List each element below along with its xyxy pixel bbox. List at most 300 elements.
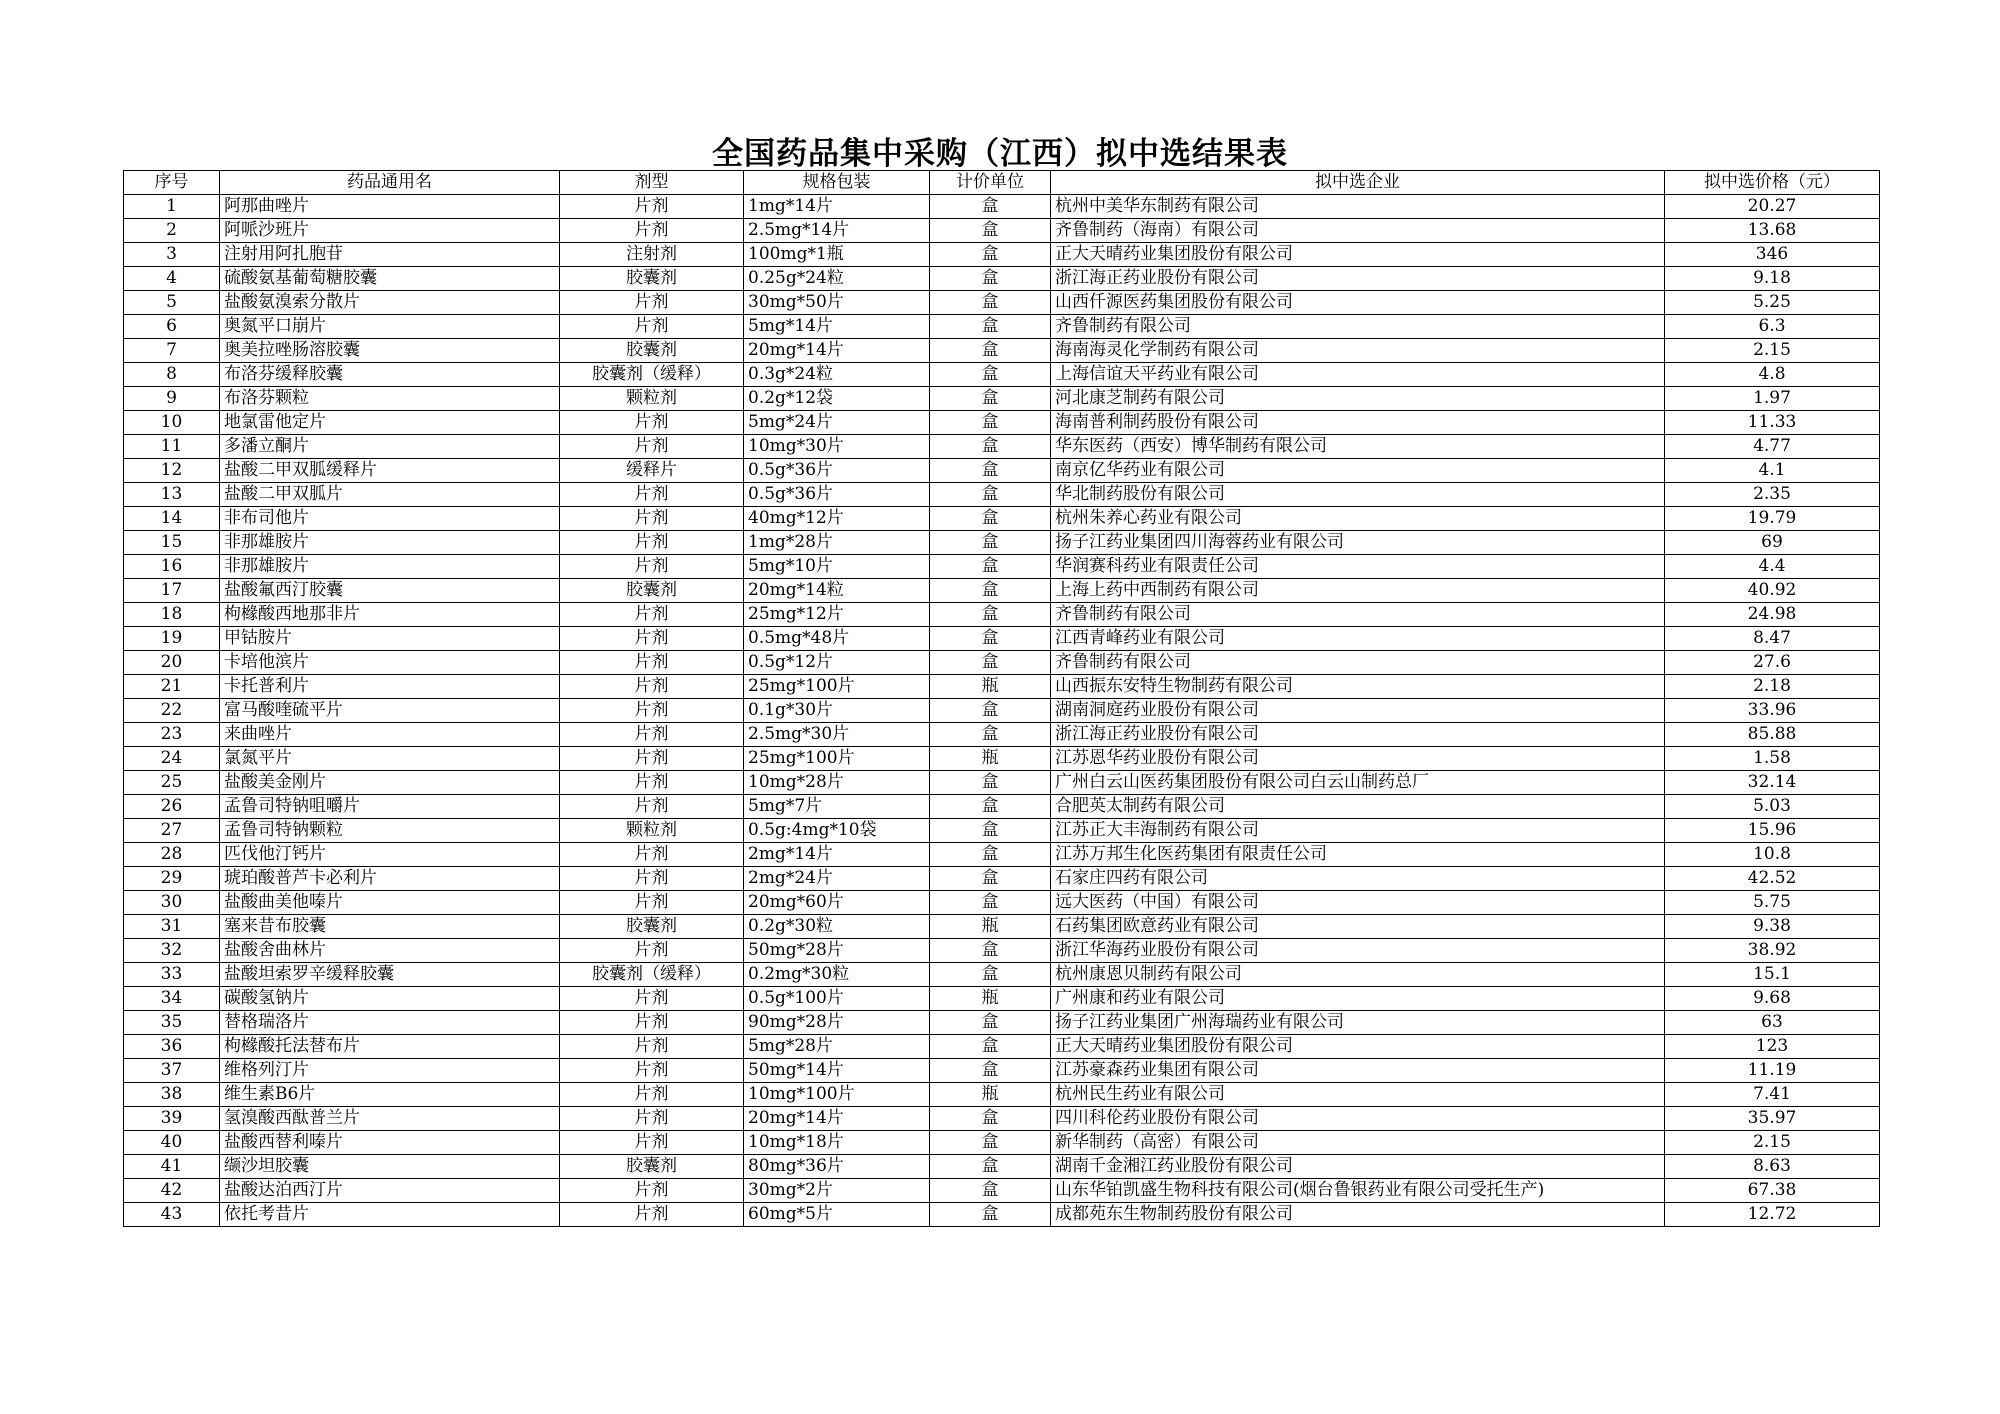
cell-drug-name: 盐酸曲美他嗪片: [220, 891, 560, 915]
header-row: [124, 171, 1880, 195]
cell-company: 正大天晴药业集团股份有限公司: [1051, 1035, 1665, 1059]
cell-company: 江苏正大丰海制药有限公司: [1051, 819, 1665, 843]
cell-index: 18: [124, 603, 220, 627]
cell-unit: 盒: [930, 1059, 1051, 1083]
table-row: [124, 939, 1880, 963]
cell-spec: 1mg*14片: [744, 195, 930, 219]
cell-price: 9.68: [1665, 987, 1880, 1011]
cell-dosage-form: 片剂: [560, 1083, 744, 1107]
cell-drug-name: 枸橼酸西地那非片: [220, 603, 560, 627]
cell-unit: 盒: [930, 507, 1051, 531]
cell-dosage-form: 片剂: [560, 771, 744, 795]
cell-index: 37: [124, 1059, 220, 1083]
cell-spec: 1mg*28片: [744, 531, 930, 555]
cell-drug-name: 非布司他片: [220, 507, 560, 531]
cell-drug-name: 注射用阿扎胞苷: [220, 243, 560, 267]
cell-company: 山西振东安特生物制药有限公司: [1051, 675, 1665, 699]
cell-index: 41: [124, 1155, 220, 1179]
cell-index: 43: [124, 1203, 220, 1227]
cell-company: 河北康芝制药有限公司: [1051, 387, 1665, 411]
cell-company: 扬子江药业集团四川海蓉药业有限公司: [1051, 531, 1665, 555]
cell-index: 13: [124, 483, 220, 507]
table-row: [124, 243, 1880, 267]
table-row: [124, 1011, 1880, 1035]
cell-price: 42.52: [1665, 867, 1880, 891]
cell-drug-name: 氯氮平片: [220, 747, 560, 771]
cell-spec: 5mg*24片: [744, 411, 930, 435]
cell-drug-name: 富马酸喹硫平片: [220, 699, 560, 723]
table-row: [124, 363, 1880, 387]
cell-drug-name: 硫酸氨基葡萄糖胶囊: [220, 267, 560, 291]
cell-dosage-form: 片剂: [560, 1203, 744, 1227]
cell-unit: 盒: [930, 315, 1051, 339]
table-row: [124, 675, 1880, 699]
cell-unit: 盒: [930, 819, 1051, 843]
cell-index: 33: [124, 963, 220, 987]
cell-price: 63: [1665, 1011, 1880, 1035]
cell-dosage-form: 片剂: [560, 483, 744, 507]
cell-unit: 盒: [930, 843, 1051, 867]
cell-spec: 2.5mg*30片: [744, 723, 930, 747]
cell-unit: 盒: [930, 363, 1051, 387]
cell-unit: 盒: [930, 1131, 1051, 1155]
cell-price: 85.88: [1665, 723, 1880, 747]
cell-spec: 20mg*14粒: [744, 579, 930, 603]
cell-company: 杭州康恩贝制药有限公司: [1051, 963, 1665, 987]
cell-drug-name: 卡培他滨片: [220, 651, 560, 675]
cell-unit: 盒: [930, 459, 1051, 483]
cell-price: 2.18: [1665, 675, 1880, 699]
cell-drug-name: 盐酸二甲双胍缓释片: [220, 459, 560, 483]
cell-dosage-form: 颗粒剂: [560, 387, 744, 411]
table-row: [124, 963, 1880, 987]
cell-drug-name: 来曲唑片: [220, 723, 560, 747]
header-spec: 规格包装: [744, 171, 930, 195]
cell-company: 广州白云山医药集团股份有限公司白云山制药总厂: [1051, 771, 1665, 795]
cell-index: 1: [124, 195, 220, 219]
cell-drug-name: 布洛芬颗粒: [220, 387, 560, 411]
cell-company: 上海信谊天平药业有限公司: [1051, 363, 1665, 387]
cell-company: 南京亿华药业有限公司: [1051, 459, 1665, 483]
cell-company: 杭州民生药业有限公司: [1051, 1083, 1665, 1107]
table-row: [124, 651, 1880, 675]
cell-drug-name: 盐酸西替利嗪片: [220, 1131, 560, 1155]
cell-drug-name: 碳酸氢钠片: [220, 987, 560, 1011]
cell-index: 3: [124, 243, 220, 267]
cell-dosage-form: 片剂: [560, 1107, 744, 1131]
cell-unit: 盒: [930, 867, 1051, 891]
cell-unit: 盒: [930, 555, 1051, 579]
cell-company: 四川科伦药业股份有限公司: [1051, 1107, 1665, 1131]
cell-dosage-form: 胶囊剂: [560, 915, 744, 939]
cell-company: 山东华铂凯盛生物科技有限公司(烟台鲁银药业有限公司受托生产): [1051, 1179, 1665, 1203]
cell-spec: 25mg*12片: [744, 603, 930, 627]
cell-spec: 5mg*28片: [744, 1035, 930, 1059]
cell-spec: 2mg*24片: [744, 867, 930, 891]
header-dosage-form: 剂型: [560, 171, 744, 195]
cell-spec: 50mg*28片: [744, 939, 930, 963]
cell-dosage-form: 片剂: [560, 699, 744, 723]
cell-unit: 瓶: [930, 1083, 1051, 1107]
cell-index: 27: [124, 819, 220, 843]
cell-company: 海南海灵化学制药有限公司: [1051, 339, 1665, 363]
cell-dosage-form: 片剂: [560, 1059, 744, 1083]
table-row: [124, 555, 1880, 579]
page-title: 全国药品集中采购（江西）拟中选结果表: [712, 136, 1288, 172]
header-company: 拟中选企业: [1051, 171, 1665, 195]
cell-price: 33.96: [1665, 699, 1880, 723]
cell-drug-name: 琥珀酸普芦卡必利片: [220, 867, 560, 891]
cell-dosage-form: 片剂: [560, 795, 744, 819]
table-row: [124, 1131, 1880, 1155]
cell-price: 19.79: [1665, 507, 1880, 531]
cell-index: 19: [124, 627, 220, 651]
cell-unit: 瓶: [930, 747, 1051, 771]
cell-index: 20: [124, 651, 220, 675]
table-row: [124, 339, 1880, 363]
cell-company: 山西仟源医药集团股份有限公司: [1051, 291, 1665, 315]
cell-index: 36: [124, 1035, 220, 1059]
cell-drug-name: 非那雄胺片: [220, 555, 560, 579]
cell-unit: 瓶: [930, 675, 1051, 699]
cell-unit: 盒: [930, 651, 1051, 675]
cell-spec: 20mg*14片: [744, 339, 930, 363]
cell-dosage-form: 片剂: [560, 411, 744, 435]
cell-drug-name: 奥美拉唑肠溶胶囊: [220, 339, 560, 363]
cell-price: 4.8: [1665, 363, 1880, 387]
cell-price: 35.97: [1665, 1107, 1880, 1131]
cell-company: 正大天晴药业集团股份有限公司: [1051, 243, 1665, 267]
table-row: [124, 219, 1880, 243]
cell-unit: 瓶: [930, 915, 1051, 939]
cell-drug-name: 孟鲁司特钠颗粒: [220, 819, 560, 843]
cell-spec: 20mg*14片: [744, 1107, 930, 1131]
cell-drug-name: 非那雄胺片: [220, 531, 560, 555]
cell-price: 7.41: [1665, 1083, 1880, 1107]
cell-drug-name: 阿哌沙班片: [220, 219, 560, 243]
cell-company: 湖南洞庭药业股份有限公司: [1051, 699, 1665, 723]
cell-unit: 盒: [930, 603, 1051, 627]
table-row: [124, 291, 1880, 315]
cell-company: 海南普利制药股份有限公司: [1051, 411, 1665, 435]
cell-price: 4.77: [1665, 435, 1880, 459]
cell-price: 69: [1665, 531, 1880, 555]
cell-unit: 盒: [930, 1107, 1051, 1131]
cell-dosage-form: 片剂: [560, 435, 744, 459]
cell-company: 远大医药（中国）有限公司: [1051, 891, 1665, 915]
cell-price: 4.1: [1665, 459, 1880, 483]
cell-index: 26: [124, 795, 220, 819]
cell-dosage-form: 片剂: [560, 603, 744, 627]
cell-spec: 0.5g*100片: [744, 987, 930, 1011]
cell-dosage-form: 胶囊剂: [560, 579, 744, 603]
cell-unit: 盒: [930, 939, 1051, 963]
cell-index: 35: [124, 1011, 220, 1035]
cell-drug-name: 盐酸二甲双胍片: [220, 483, 560, 507]
cell-price: 15.1: [1665, 963, 1880, 987]
cell-drug-name: 盐酸坦索罗辛缓释胶囊: [220, 963, 560, 987]
cell-dosage-form: 颗粒剂: [560, 819, 744, 843]
cell-spec: 90mg*28片: [744, 1011, 930, 1035]
cell-dosage-form: 胶囊剂（缓释）: [560, 363, 744, 387]
table-row: [124, 315, 1880, 339]
cell-index: 6: [124, 315, 220, 339]
cell-price: 1.58: [1665, 747, 1880, 771]
cell-unit: 盒: [930, 219, 1051, 243]
cell-unit: 盒: [930, 963, 1051, 987]
cell-company: 江苏万邦生化医药集团有限责任公司: [1051, 843, 1665, 867]
cell-unit: 盒: [930, 267, 1051, 291]
cell-price: 11.33: [1665, 411, 1880, 435]
cell-drug-name: 枸橼酸托法替布片: [220, 1035, 560, 1059]
cell-index: 40: [124, 1131, 220, 1155]
table-row: [124, 1083, 1880, 1107]
table-row: [124, 387, 1880, 411]
cell-company: 上海上药中西制药有限公司: [1051, 579, 1665, 603]
cell-dosage-form: 片剂: [560, 675, 744, 699]
table-row: [124, 723, 1880, 747]
cell-company: 齐鲁制药有限公司: [1051, 603, 1665, 627]
cell-dosage-form: 缓释片: [560, 459, 744, 483]
cell-spec: 30mg*50片: [744, 291, 930, 315]
cell-dosage-form: 片剂: [560, 291, 744, 315]
cell-index: 31: [124, 915, 220, 939]
cell-price: 38.92: [1665, 939, 1880, 963]
table-row: [124, 819, 1880, 843]
cell-index: 28: [124, 843, 220, 867]
cell-company: 华北制药股份有限公司: [1051, 483, 1665, 507]
cell-spec: 0.5mg*48片: [744, 627, 930, 651]
cell-company: 浙江海正药业股份有限公司: [1051, 267, 1665, 291]
cell-index: 24: [124, 747, 220, 771]
table-row: [124, 1035, 1880, 1059]
cell-company: 江西青峰药业有限公司: [1051, 627, 1665, 651]
cell-index: 38: [124, 1083, 220, 1107]
cell-unit: 盒: [930, 795, 1051, 819]
cell-unit: 盒: [930, 435, 1051, 459]
cell-price: 1.97: [1665, 387, 1880, 411]
cell-index: 9: [124, 387, 220, 411]
cell-company: 杭州朱养心药业有限公司: [1051, 507, 1665, 531]
cell-drug-name: 盐酸舍曲林片: [220, 939, 560, 963]
cell-spec: 10mg*18片: [744, 1131, 930, 1155]
cell-company: 江苏恩华药业股份有限公司: [1051, 747, 1665, 771]
cell-spec: 0.5g*36片: [744, 483, 930, 507]
table-row: [124, 699, 1880, 723]
cell-index: 30: [124, 891, 220, 915]
table-row: [124, 1203, 1880, 1227]
cell-drug-name: 卡托普利片: [220, 675, 560, 699]
cell-index: 32: [124, 939, 220, 963]
cell-company: 新华制药（高密）有限公司: [1051, 1131, 1665, 1155]
cell-unit: 盒: [930, 579, 1051, 603]
cell-index: 25: [124, 771, 220, 795]
table-row: [124, 195, 1880, 219]
cell-drug-name: 地氯雷他定片: [220, 411, 560, 435]
cell-unit: 盒: [930, 291, 1051, 315]
cell-price: 5.03: [1665, 795, 1880, 819]
cell-drug-name: 维生素B6片: [220, 1083, 560, 1107]
cell-drug-name: 盐酸氨溴索分散片: [220, 291, 560, 315]
table-row: [124, 435, 1880, 459]
header-index: 序号: [124, 171, 220, 195]
cell-index: 34: [124, 987, 220, 1011]
cell-company: 江苏豪森药业集团有限公司: [1051, 1059, 1665, 1083]
table-row: [124, 867, 1880, 891]
cell-unit: 盒: [930, 891, 1051, 915]
cell-spec: 0.3g*24粒: [744, 363, 930, 387]
cell-spec: 0.1g*30片: [744, 699, 930, 723]
table-row: [124, 459, 1880, 483]
cell-drug-name: 依托考昔片: [220, 1203, 560, 1227]
cell-spec: 10mg*28片: [744, 771, 930, 795]
cell-index: 21: [124, 675, 220, 699]
table-row: [124, 603, 1880, 627]
cell-drug-name: 甲钴胺片: [220, 627, 560, 651]
cell-unit: 盒: [930, 387, 1051, 411]
cell-index: 23: [124, 723, 220, 747]
table-row: [124, 1107, 1880, 1131]
cell-unit: 盒: [930, 1035, 1051, 1059]
table-row: [124, 483, 1880, 507]
table-row: [124, 843, 1880, 867]
cell-drug-name: 盐酸氟西汀胶囊: [220, 579, 560, 603]
cell-price: 2.15: [1665, 339, 1880, 363]
cell-dosage-form: 片剂: [560, 1131, 744, 1155]
cell-dosage-form: 片剂: [560, 627, 744, 651]
cell-dosage-form: 注射剂: [560, 243, 744, 267]
table-row: [124, 1179, 1880, 1203]
header-unit: 计价单位: [930, 171, 1051, 195]
cell-price: 27.6: [1665, 651, 1880, 675]
cell-spec: 2mg*14片: [744, 843, 930, 867]
cell-unit: 盒: [930, 531, 1051, 555]
cell-index: 4: [124, 267, 220, 291]
cell-spec: 5mg*10片: [744, 555, 930, 579]
cell-spec: 0.25g*24粒: [744, 267, 930, 291]
cell-spec: 25mg*100片: [744, 675, 930, 699]
cell-dosage-form: 胶囊剂（缓释）: [560, 963, 744, 987]
cell-price: 5.75: [1665, 891, 1880, 915]
cell-dosage-form: 胶囊剂: [560, 1155, 744, 1179]
cell-drug-name: 奥氮平口崩片: [220, 315, 560, 339]
cell-dosage-form: 片剂: [560, 939, 744, 963]
cell-price: 15.96: [1665, 819, 1880, 843]
cell-spec: 50mg*14片: [744, 1059, 930, 1083]
cell-dosage-form: 片剂: [560, 315, 744, 339]
cell-dosage-form: 片剂: [560, 219, 744, 243]
cell-drug-name: 多潘立酮片: [220, 435, 560, 459]
header-drug-name: 药品通用名: [220, 171, 560, 195]
cell-unit: 瓶: [930, 987, 1051, 1011]
cell-spec: 10mg*30片: [744, 435, 930, 459]
cell-unit: 盒: [930, 723, 1051, 747]
table-row: [124, 627, 1880, 651]
cell-drug-name: 塞来昔布胶囊: [220, 915, 560, 939]
cell-price: 40.92: [1665, 579, 1880, 603]
cell-price: 20.27: [1665, 195, 1880, 219]
cell-price: 11.19: [1665, 1059, 1880, 1083]
cell-price: 67.38: [1665, 1179, 1880, 1203]
cell-spec: 0.5g*36片: [744, 459, 930, 483]
cell-unit: 盒: [930, 1179, 1051, 1203]
table-row: [124, 891, 1880, 915]
cell-unit: 盒: [930, 483, 1051, 507]
cell-unit: 盒: [930, 339, 1051, 363]
cell-spec: 2.5mg*14片: [744, 219, 930, 243]
cell-company: 华润赛科药业有限责任公司: [1051, 555, 1665, 579]
cell-company: 石家庄四药有限公司: [1051, 867, 1665, 891]
cell-price: 4.4: [1665, 555, 1880, 579]
cell-company: 杭州中美华东制药有限公司: [1051, 195, 1665, 219]
cell-spec: 20mg*60片: [744, 891, 930, 915]
cell-dosage-form: 胶囊剂: [560, 267, 744, 291]
cell-spec: 80mg*36片: [744, 1155, 930, 1179]
cell-spec: 100mg*1瓶: [744, 243, 930, 267]
cell-dosage-form: 片剂: [560, 747, 744, 771]
cell-company: 齐鲁制药有限公司: [1051, 651, 1665, 675]
cell-dosage-form: 片剂: [560, 987, 744, 1011]
cell-dosage-form: 片剂: [560, 723, 744, 747]
table-row: [124, 795, 1880, 819]
table-row: [124, 579, 1880, 603]
cell-dosage-form: 片剂: [560, 531, 744, 555]
cell-company: 华东医药（西安）博华制药有限公司: [1051, 435, 1665, 459]
cell-drug-name: 盐酸美金刚片: [220, 771, 560, 795]
cell-unit: 盒: [930, 1155, 1051, 1179]
table-row: [124, 915, 1880, 939]
cell-unit: 盒: [930, 699, 1051, 723]
cell-index: 15: [124, 531, 220, 555]
cell-unit: 盒: [930, 411, 1051, 435]
cell-price: 6.3: [1665, 315, 1880, 339]
cell-company: 扬子江药业集团广州海瑞药业有限公司: [1051, 1011, 1665, 1035]
table-row: [124, 1059, 1880, 1083]
cell-drug-name: 布洛芬缓释胶囊: [220, 363, 560, 387]
cell-dosage-form: 片剂: [560, 867, 744, 891]
cell-dosage-form: 片剂: [560, 1011, 744, 1035]
cell-spec: 10mg*100片: [744, 1083, 930, 1107]
cell-unit: 盒: [930, 1203, 1051, 1227]
cell-price: 13.68: [1665, 219, 1880, 243]
cell-dosage-form: 片剂: [560, 555, 744, 579]
cell-drug-name: 阿那曲唑片: [220, 195, 560, 219]
cell-price: 346: [1665, 243, 1880, 267]
cell-dosage-form: 片剂: [560, 195, 744, 219]
cell-index: 11: [124, 435, 220, 459]
cell-drug-name: 孟鲁司特钠咀嚼片: [220, 795, 560, 819]
cell-spec: 5mg*7片: [744, 795, 930, 819]
cell-drug-name: 氢溴酸西酞普兰片: [220, 1107, 560, 1131]
cell-price: 12.72: [1665, 1203, 1880, 1227]
cell-unit: 盒: [930, 771, 1051, 795]
table-row: [124, 531, 1880, 555]
cell-price: 2.35: [1665, 483, 1880, 507]
cell-index: 14: [124, 507, 220, 531]
cell-drug-name: 维格列汀片: [220, 1059, 560, 1083]
table-row: [124, 507, 1880, 531]
cell-spec: 40mg*12片: [744, 507, 930, 531]
cell-index: 5: [124, 291, 220, 315]
cell-index: 39: [124, 1107, 220, 1131]
cell-unit: 盒: [930, 243, 1051, 267]
cell-price: 8.63: [1665, 1155, 1880, 1179]
cell-spec: 0.2g*12袋: [744, 387, 930, 411]
cell-company: 广州康和药业有限公司: [1051, 987, 1665, 1011]
cell-index: 17: [124, 579, 220, 603]
table-row: [124, 267, 1880, 291]
cell-company: 齐鲁制药（海南）有限公司: [1051, 219, 1665, 243]
